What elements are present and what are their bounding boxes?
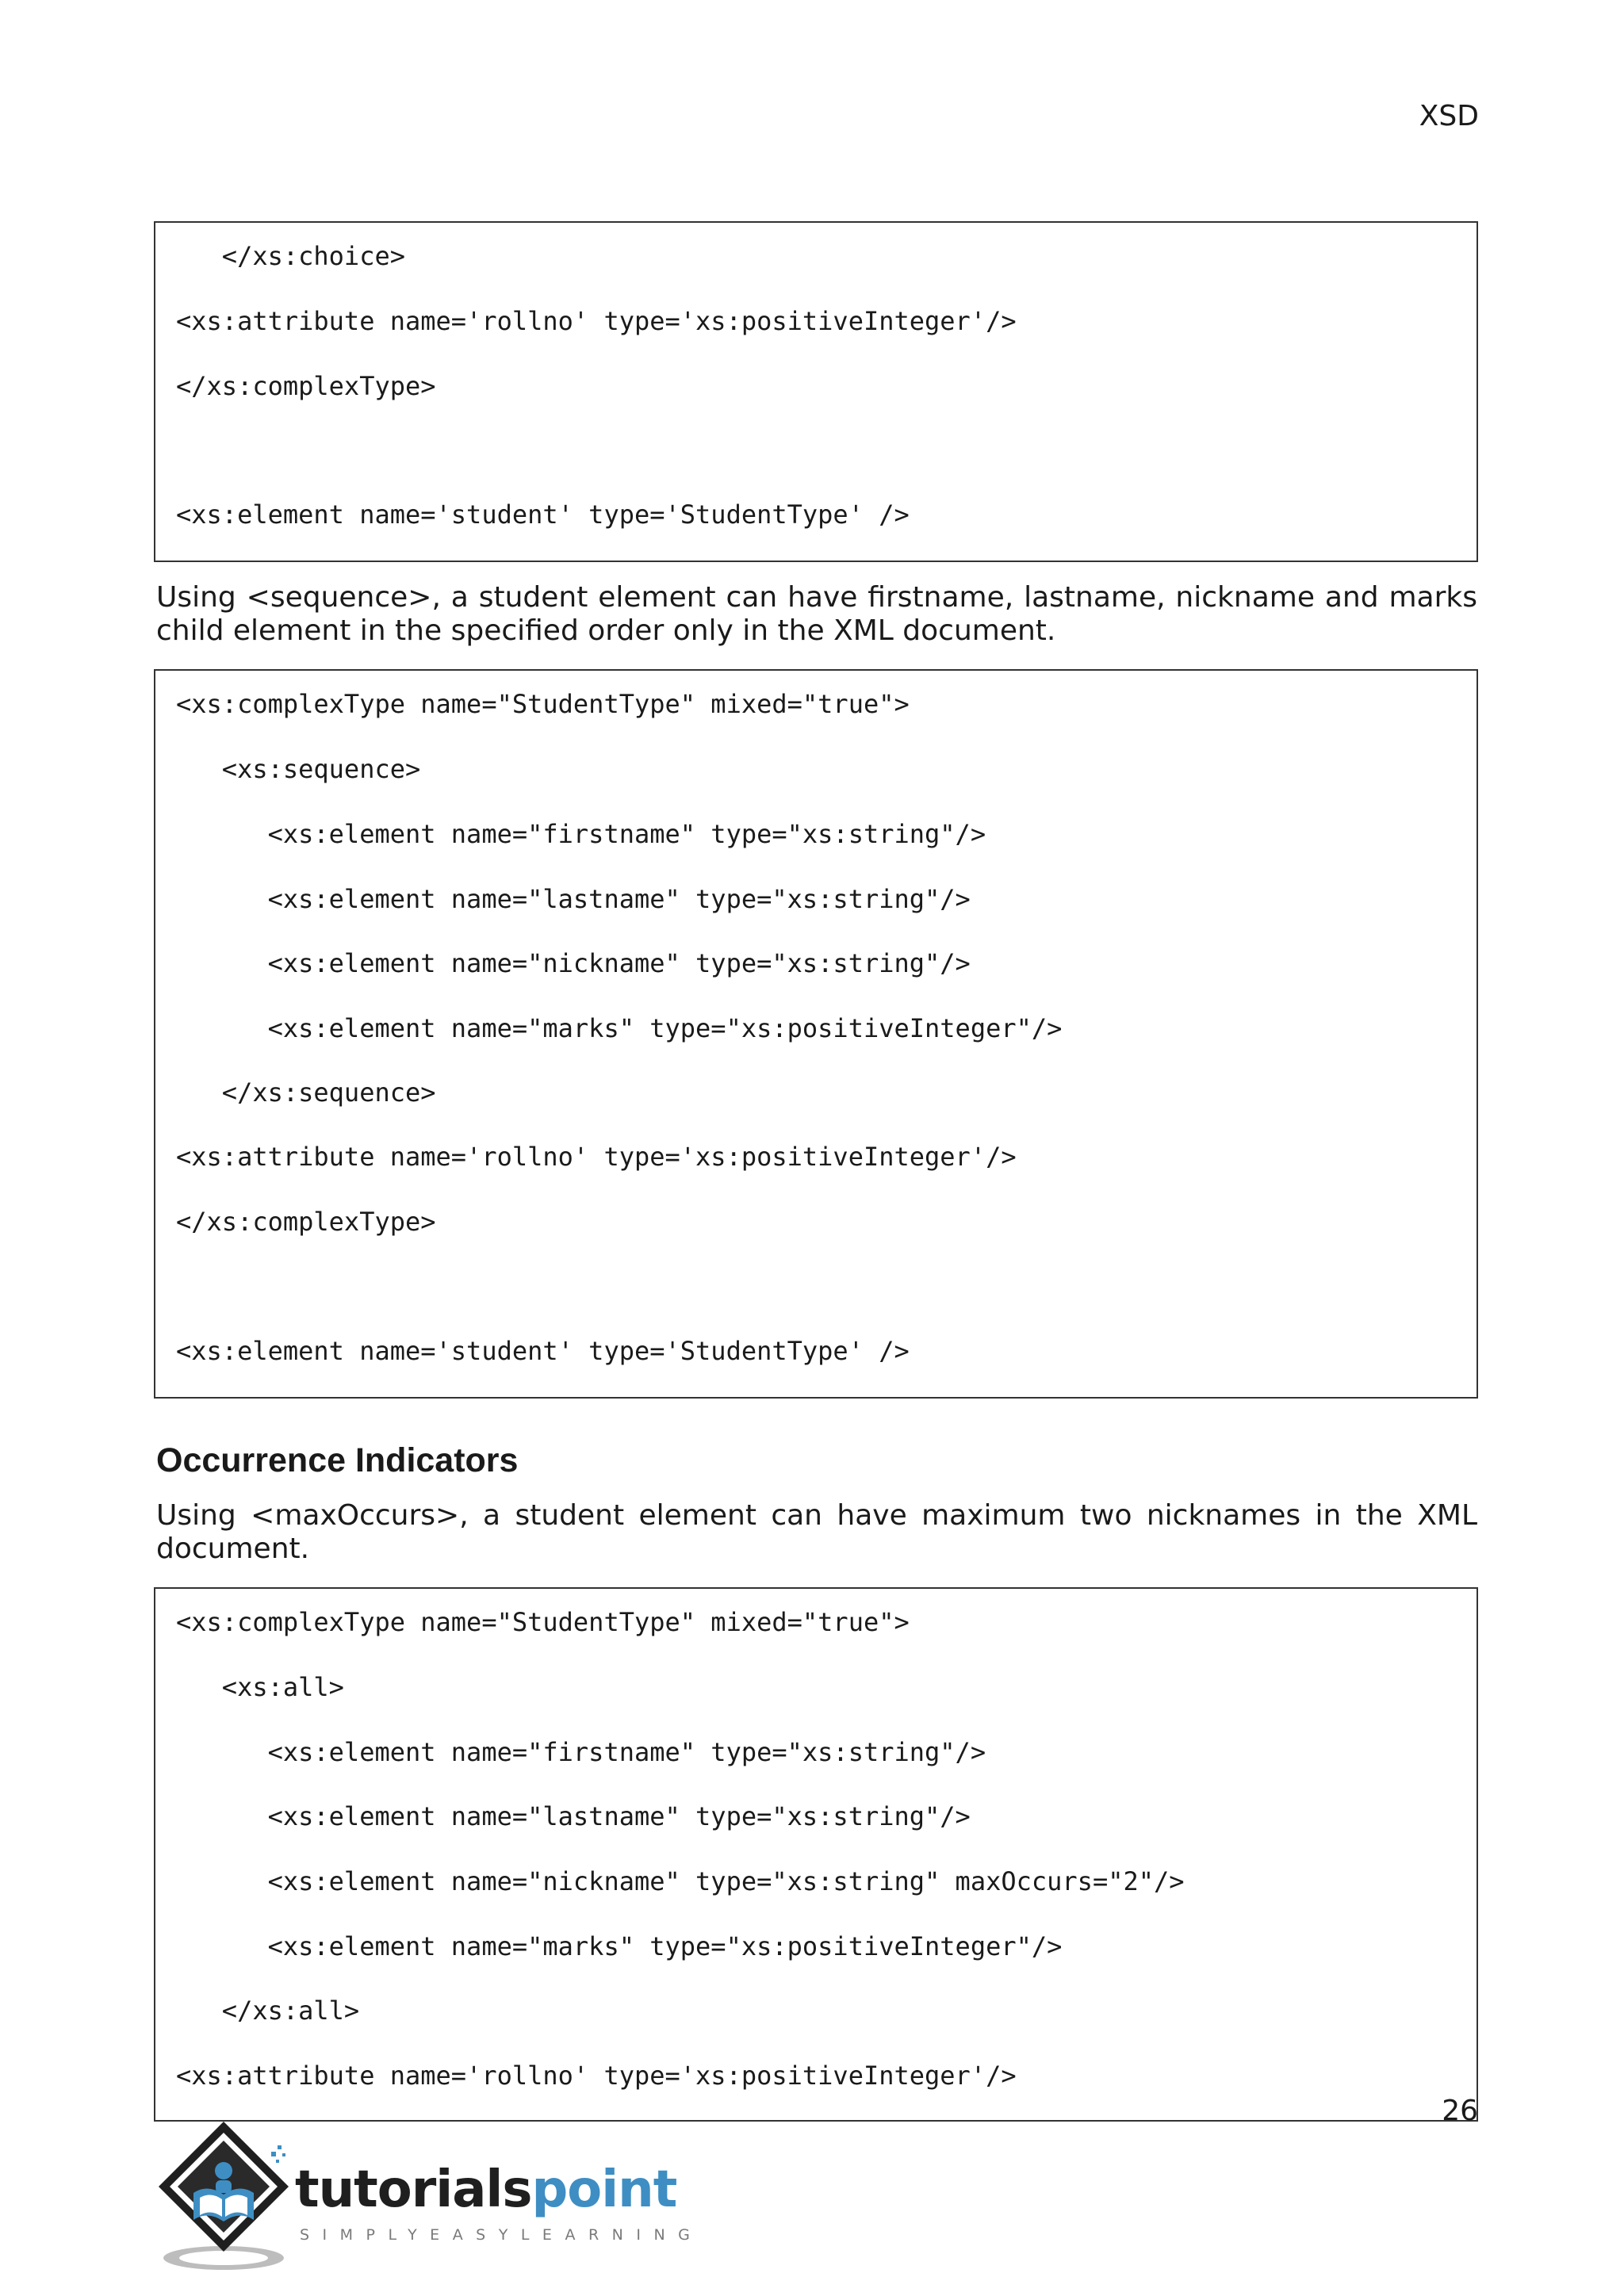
page-number: 26 [1442,2095,1478,2127]
code-line: <xs:all> [176,1672,344,1702]
code-block-3 [154,1587,1478,2122]
paragraph-maxoccurs-intro: Using <maxOccurs>, a student element can have maximum two nicknames in the XML document. [156,1499,1477,1565]
code-line: </xs:all> [176,1996,360,2026]
code-block-1 [154,221,1478,562]
code-line: </xs:sequence> [176,1077,436,1108]
heading-occurrence-indicators: Occurrence Indicators [156,1441,519,1479]
code-line: <xs:element name="firstname" type="xs:string"/> [176,819,986,849]
code-line: </xs:complexType> [176,1207,436,1237]
code-line: <xs:element name='student' type='StudentType' /> [176,499,910,530]
code-line: <xs:complexType name="StudentType" mixed="true"> [176,1607,910,1637]
code-line: <xs:element name="firstname" type="xs:string"/> [176,1737,986,1767]
code-line: <xs:element name='student' type='StudentType' /> [176,1336,910,1366]
paragraph-sequence-intro: Using <sequence>, a student element can have firstname, lastname, nickname and marks child element in the specified order only in the XML document. [156,581,1477,647]
code-line: <xs:element name="lastname" type="xs:string"/> [176,884,971,914]
logo-word-point: point [531,2160,677,2219]
code-line: <xs:complexType name="StudentType" mixed="true"> [176,689,910,719]
logo-tagline: SIMPLYEASYLEARNING [300,2226,703,2244]
code-line: <xs:element name="nickname" type="xs:string" maxOccurs="2"/> [176,1866,1185,1896]
code-line: <xs:element name="marks" type="xs:positiveInteger"/> [176,1013,1063,1043]
code-line: <xs:attribute name='rollno' type='xs:positiveInteger'/> [176,2061,1017,2091]
code-line: </xs:complexType> [176,371,436,401]
code-block-2 [154,669,1478,1399]
code-line: <xs:element name="marks" type="xs:positiveInteger"/> [176,1931,1063,1961]
code-line: </xs:choice> [176,241,405,271]
logo-word-tutorials: tutorials [295,2160,532,2219]
code-line: <xs:sequence> [176,754,421,784]
tutorialspoint-logo [152,2117,703,2275]
code-line: <xs:attribute name='rollno' type='xs:positiveInteger'/> [176,1142,1017,1172]
logo-emblem-icon [152,2117,311,2275]
code-line: <xs:element name="lastname" type="xs:string"/> [176,1801,971,1831]
logo-wordmark [295,2160,677,2219]
page-header-title: XSD [1419,100,1479,132]
code-line: <xs:element name="nickname" type="xs:string"/> [176,948,971,978]
code-line: <xs:attribute name='rollno' type='xs:positiveInteger'/> [176,306,1017,336]
